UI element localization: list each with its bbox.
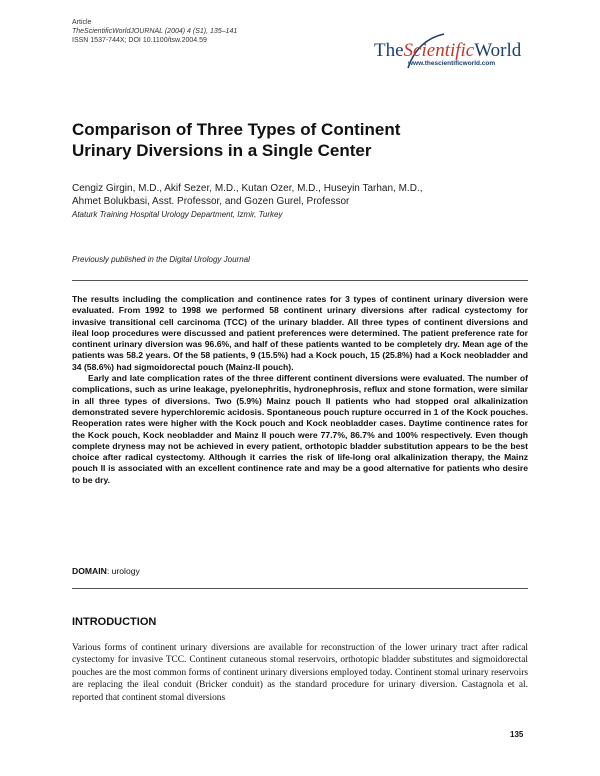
page-number: 135 [510,730,524,739]
domain-value: : urology [106,566,140,576]
domain-line [72,566,140,576]
journal-citation: TheScientificWorldJOURNAL (2004) 4 (S1), 135–141 [72,28,238,35]
previously-published-note: Previously published in the Digital Urology Journal [72,255,250,264]
title-line-1: Comparison of Three Types of Continent [72,120,401,139]
authors-line-1: Cengiz Girgin, M.D., Akif Sezer, M.D., Kutan Ozer, M.D., Huseyin Tarhan, M.D., [72,183,423,194]
affiliation: Ataturk Training Hospital Urology Department, Izmir, Turkey [72,210,283,219]
domain-label: DOMAIN [72,566,107,576]
introduction-text: Various forms of continent urinary diversions are available for reconstruction of the lower urinary tract after radical cystectomy for invasive TCC. Continent cutaneous stomal reservoirs, orthotopic bladder substitutes and sigmoidorectal pouches are the most common forms of continent urinary diversions employed today. Continent stomal urinary reservoirs are replacing the ileal conduit (Bricker conduit) as the standard procedure for urinary diversion. Castagnola et al. reported that continent stomal diversions [72,643,528,703]
article-meta [72,18,237,45]
issn-doi: ISSN 1537-744X; DOI 10.1100/tsw.2004.59 [72,37,207,44]
abstract-paragraph-2: Early and late complication rates of the three different continent diversions were evaluated. The number of complications, such as urine leakage, pyelonephritis, hydronephrosis, reflux and stone formation, were similar in all three types of diversions. Two (5.9%) Mainz pouch II patients who had stopped oral alkalinization demonstrated severe hyperchloremic acidosis. Spontaneous pouch rupture occurred in 1 of the Kock pouches. Reoperation rates were higher with the Kock pouch and Kock neobladder cases. Daytime continence rates for the Kock pouch, Kock neobladder and Mainz II pouch were 77.7%, 86.7% and 100% respectively. Even though complete dryness may not be achieved in every patient, orthotopic bladder substitution appears to be the best choice after radical cystectomy. Although it carries the risk of life-long oral alkalinization therapy, the Mainz pouch II is associated with an excellent continence rate and may be a good alternative for patients who desire to be dry. [72,373,528,485]
article-label: Article [72,19,92,26]
abstract [72,294,528,486]
divider-top [72,280,528,281]
logo-the: The [374,40,404,61]
divider-bottom [72,588,528,589]
logo-scientific: Scientific [403,40,475,61]
logo-world: World [474,40,522,61]
logo-url: www.thescientificworld.com [408,60,496,67]
title-line-2: Urinary Diversions in a Single Center [72,141,372,160]
author-list [72,182,532,208]
authors-line-2: Ahmet Bolukbasi, Asst. Professor, and Gozen Gurel, Professor [72,196,350,207]
article-title [72,119,532,161]
abstract-paragraph-1: The results including the complication and continence rates for 3 types of continent urinary diversion were evaluated. From 1992 to 1998 we performed 58 continent urinary diversions after radical cystectomy for invasive transitional cell carcinoma (TCC) of the urinary bladder. All three types of continent diversions and ileal loop procedures were discussed and patient preferences were determined. The patient preference rate for continent urinary diversion was 96.6%, and half of these patients wanted to be completely dry. Mean age of the patients was 58.2 years. Of the 58 patients, 9 (15.5%) had a Kock pouch, 15 (25.8%) had a Kock neobladder and 34 (58.6%) had sigmoidorectal pouch (Mainz-II pouch). [72,294,528,372]
introduction-heading: INTRODUCTION [72,616,157,628]
journal-logo [374,30,534,74]
logo-wordmark [374,40,521,62]
